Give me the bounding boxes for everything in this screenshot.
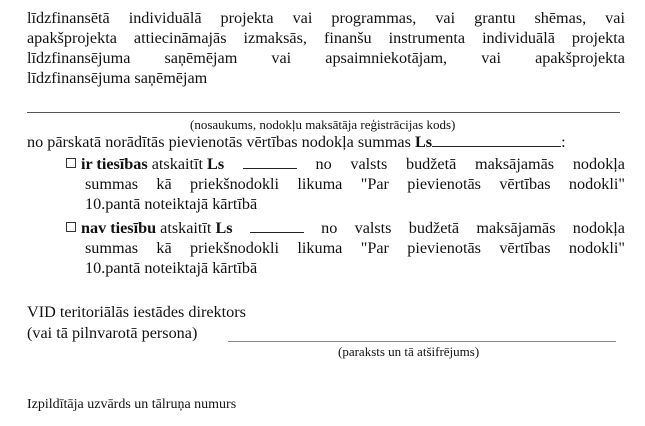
checkbox-no-right[interactable]: [66, 222, 76, 232]
word: maksājamās: [476, 219, 556, 237]
word: nodokli": [568, 239, 625, 257]
word: nodokļa: [572, 155, 625, 173]
word: līdzfinansējuma: [27, 49, 131, 67]
signature-field-value[interactable]: [228, 325, 616, 341]
word: individuālā: [128, 9, 202, 27]
option-no-right: [66, 218, 625, 278]
signature-title-line-2: (vai tā pilnvarotā persona): [27, 324, 198, 342]
word: vērtības: [499, 175, 551, 193]
intro-line-3: [27, 48, 625, 68]
vat-line-text: no pārskatā norādītās pievienotās vērtības nodokļa summas: [27, 133, 411, 151]
word: līdzfinansētā: [27, 9, 110, 27]
amount-field-no-right[interactable]: [250, 218, 304, 233]
word: vai: [435, 9, 456, 27]
word: no: [321, 219, 338, 237]
word: projekta: [571, 29, 625, 47]
taxpayer-field-caption: (nosaukums, nodokļu maksātāja reģistrācijas kods): [190, 117, 456, 132]
word: apsaimniekotājam,: [325, 49, 448, 67]
word: nodokļa: [572, 219, 625, 237]
checkbox-has-right[interactable]: [66, 158, 76, 168]
word: attiecināmajās: [133, 29, 227, 47]
option-verb: atskaitīt: [151, 155, 203, 173]
word: instrumenta: [388, 29, 466, 47]
word: "Par: [360, 175, 389, 193]
option-line-1: [66, 218, 625, 238]
word: programmas,: [331, 9, 417, 27]
word: pievienotās: [407, 175, 481, 193]
option-line-1: [66, 154, 625, 174]
option-label: ir tiesības: [81, 155, 148, 173]
word: apakšprojekta: [27, 29, 117, 47]
word: no: [315, 155, 332, 173]
vat-amount-field[interactable]: [432, 132, 561, 147]
vat-currency: Ls: [414, 133, 433, 151]
intro-paragraph: [27, 8, 625, 88]
option-line-3-text: 10.pantā noteiktajā kārtībā: [85, 195, 258, 213]
signature-field-line[interactable]: [228, 341, 616, 342]
option-line-3: [66, 194, 625, 214]
word: grantu: [474, 9, 516, 27]
word: likuma: [297, 239, 343, 257]
option-verb: atskaitīt: [160, 219, 212, 237]
option-currency: Ls: [207, 155, 225, 173]
word: vai: [292, 9, 313, 27]
word: valsts: [354, 219, 392, 237]
amount-field-has-right[interactable]: [243, 154, 297, 169]
word: individuālā: [482, 29, 555, 47]
signature-caption: (paraksts un tā atšifrējums): [338, 344, 480, 359]
word: budžetā: [405, 155, 457, 173]
word: līdzfinansējuma saņēmējam: [27, 69, 208, 87]
option-line-2: [66, 174, 625, 194]
word: summas: [85, 175, 139, 193]
option-lead: [66, 154, 224, 174]
word: vai: [481, 49, 501, 67]
intro-line-4: [27, 68, 625, 88]
word: vērtības: [499, 239, 551, 257]
word: apakšprojekta: [535, 49, 625, 67]
word: maksājamās: [475, 155, 555, 173]
word: likuma: [297, 175, 343, 193]
word: budžetā: [408, 219, 460, 237]
word: "Par: [360, 239, 389, 257]
taxpayer-field-value[interactable]: [27, 96, 620, 112]
word: nodokli": [568, 175, 625, 193]
option-lead: [66, 218, 233, 238]
vat-amount-line: [27, 132, 566, 152]
intro-line-2: [27, 28, 625, 48]
word: pievienotās: [407, 239, 481, 257]
word: izmaksās,: [243, 29, 307, 47]
intro-line-1: [27, 8, 625, 28]
option-currency: Ls: [215, 219, 233, 237]
word: vai: [271, 49, 292, 67]
word: kā: [156, 175, 172, 193]
word: priekšnodokli: [190, 175, 280, 193]
word: valsts: [350, 155, 388, 173]
word: vai: [605, 9, 625, 27]
signature-title-line-1: VID teritoriālās iestādes direktors: [27, 303, 246, 321]
word: kā: [156, 239, 172, 257]
word: saņēmējam: [164, 49, 238, 67]
option-line-3-text: 10.pantā noteiktajā kārtībā: [85, 259, 258, 277]
executor-label: Izpildītāja uzvārds un tālruņa numurs: [27, 397, 237, 412]
option-has-right: [66, 154, 625, 214]
taxpayer-field-line[interactable]: [27, 112, 620, 113]
word: projekta: [220, 9, 274, 27]
word: summas: [85, 239, 139, 257]
option-label: nav tiesību: [81, 219, 157, 237]
word: priekšnodokli: [190, 239, 280, 257]
vat-suffix: :: [561, 133, 566, 151]
word: shēmas,: [534, 9, 587, 27]
option-line-2: [66, 238, 625, 258]
option-line-3: [66, 258, 625, 278]
word: finanšu: [323, 29, 372, 47]
